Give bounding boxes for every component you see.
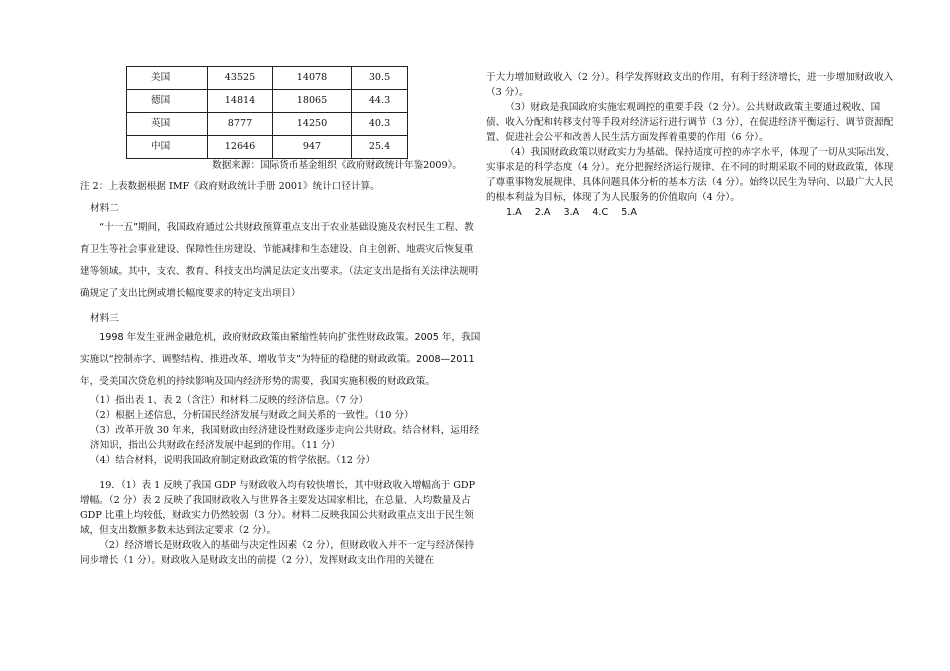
table-row xyxy=(127,136,408,159)
question-3: （3）改革开放 30 年来，我国财政由经济建设性财政逐步走向公共财政。结合材料，运用经济知识，指出公共财政在经济发展中起到的作用。（11 分） xyxy=(90,425,479,451)
answer-19-part4: （4）我国财政政策以财政实力为基础、保持适度可控的赤字水平，体现了一切从实际出发、实事求是的科学态度（4 分）。充分把握经济运行规律、在不同的时期采取不同的财政政策，体现了尊重事物发展规律、具体问题具体分析的基本方法（4 分）。始终以民生为导向、以最广大人民的根本利益为目标，体现了为人民服务的价值取向（4 分）。 xyxy=(486,147,896,203)
table-row xyxy=(127,90,408,113)
table-cell-a: 12646 xyxy=(208,136,273,159)
table-row xyxy=(127,67,408,90)
right-column xyxy=(486,70,896,221)
table-cell-a: 8777 xyxy=(208,113,273,136)
table-cell-c: 44.3 xyxy=(352,90,408,113)
answer-19-part1: 19．（1）表 1 反映了我国 GDP 与财政收入均有较快增长，其中财政收入增幅高于 GDP 增幅。（2 分）表 2 反映了我国财政收入与世界各主要发达国家相比，在总量、人均数量及占 GDP 比重上均较低，财政实力仍然较弱（3 分）。材料二反映我国公共财政重点支出于民生领域，但支出数额多数未达到法定要求（2 分）。 xyxy=(80,480,476,536)
question-list xyxy=(80,393,482,468)
material2-heading: 材料二 xyxy=(90,203,119,214)
table-cell-c: 25.4 xyxy=(352,136,408,159)
material3-text: 1998 年发生亚洲金融危机，政府财政政策由紧缩性转向扩张性财政政策。2005 年，我国实施以“控制赤字、调整结构、推进改革、增收节支”为特征的稳健的财政政策。2008—2011 年，受美国次贷危机的持续影响及国内经济形势的需要，我国实施积极的财政政策。 xyxy=(80,332,481,387)
table-cell-a: 43525 xyxy=(208,67,273,90)
question-2: （2）根据上述信息，分析国民经济发展与财政之间关系的一致性。（10 分） xyxy=(90,410,414,421)
question-1: （1）指出表 1、表 2（含注）和材料二反映的经济信息。（7 分） xyxy=(90,395,369,406)
question-4: （4）结合材料，说明我国政府制定财政政策的哲学依据。（12 分） xyxy=(90,455,376,466)
material3-heading: 材料三 xyxy=(90,313,119,324)
answer-19-part2-end: 于大力增加财政收入（2 分）。科学发挥财政支出的作用，有利于经济增长，进一步增加财政收入（3 分）。 xyxy=(486,72,894,98)
table-cell-a: 14814 xyxy=(208,90,273,113)
table-cell-country: 英国 xyxy=(127,113,208,136)
table-cell-b: 14078 xyxy=(273,67,352,90)
left-column xyxy=(80,66,482,568)
table-cell-country: 美国 xyxy=(127,67,208,90)
answer-19-part2-start: （2）经济增长是财政收入的基础与决定性因素（2 分），但财政收入并不一定与经济保持同步增长（1 分）。财政收入是财政支出的前提（2 分），发挥财政支出作用的关键在 xyxy=(80,540,475,566)
table-cell-b: 14250 xyxy=(273,113,352,136)
fiscal-table xyxy=(126,66,408,159)
table-cell-country: 德国 xyxy=(127,90,208,113)
table-source: 数据来源：国际货币基金组织《政府财政统计年鉴2009》。 xyxy=(212,160,462,171)
answer-19-part3: （3）财政是我国政府实施宏观调控的重要手段（2 分）。公共财政政策主要通过税收、国债、收入分配和转移支付等手段对经济运行进行调节（3 分），在促进经济平衡运行、调节资源配置、促进社会公平和改善人民生活方面发挥着重要的作用（6 分）。 xyxy=(486,102,894,143)
table-cell-b: 18065 xyxy=(273,90,352,113)
table-row xyxy=(127,113,408,136)
table-cell-b: 947 xyxy=(273,136,352,159)
table-cell-c: 40.3 xyxy=(352,113,408,136)
table-cell-c: 30.5 xyxy=(352,67,408,90)
table-note: 注 2：上表数据根据 IMF《政府财政统计手册 2001》统计口径计算。 xyxy=(80,181,380,192)
table-cell-country: 中国 xyxy=(127,136,208,159)
material2-text: “十一五”期间，我国政府通过公共财政预算重点支出于农业基础设施及农村民生工程、教育卫生等社会事业建设、保障性住房建设、节能减排和生态建设、自主创新、地震灾后恢复重建等领域。其中，支农、教育、科技支出均满足法定支出要求。（法定支出是指有关法律法规明确规定了支出比例或增长幅度要求的特定支出项目） xyxy=(80,222,479,299)
mc-answers: 1.A 2.A 3.A 4.C 5.A xyxy=(506,207,637,218)
